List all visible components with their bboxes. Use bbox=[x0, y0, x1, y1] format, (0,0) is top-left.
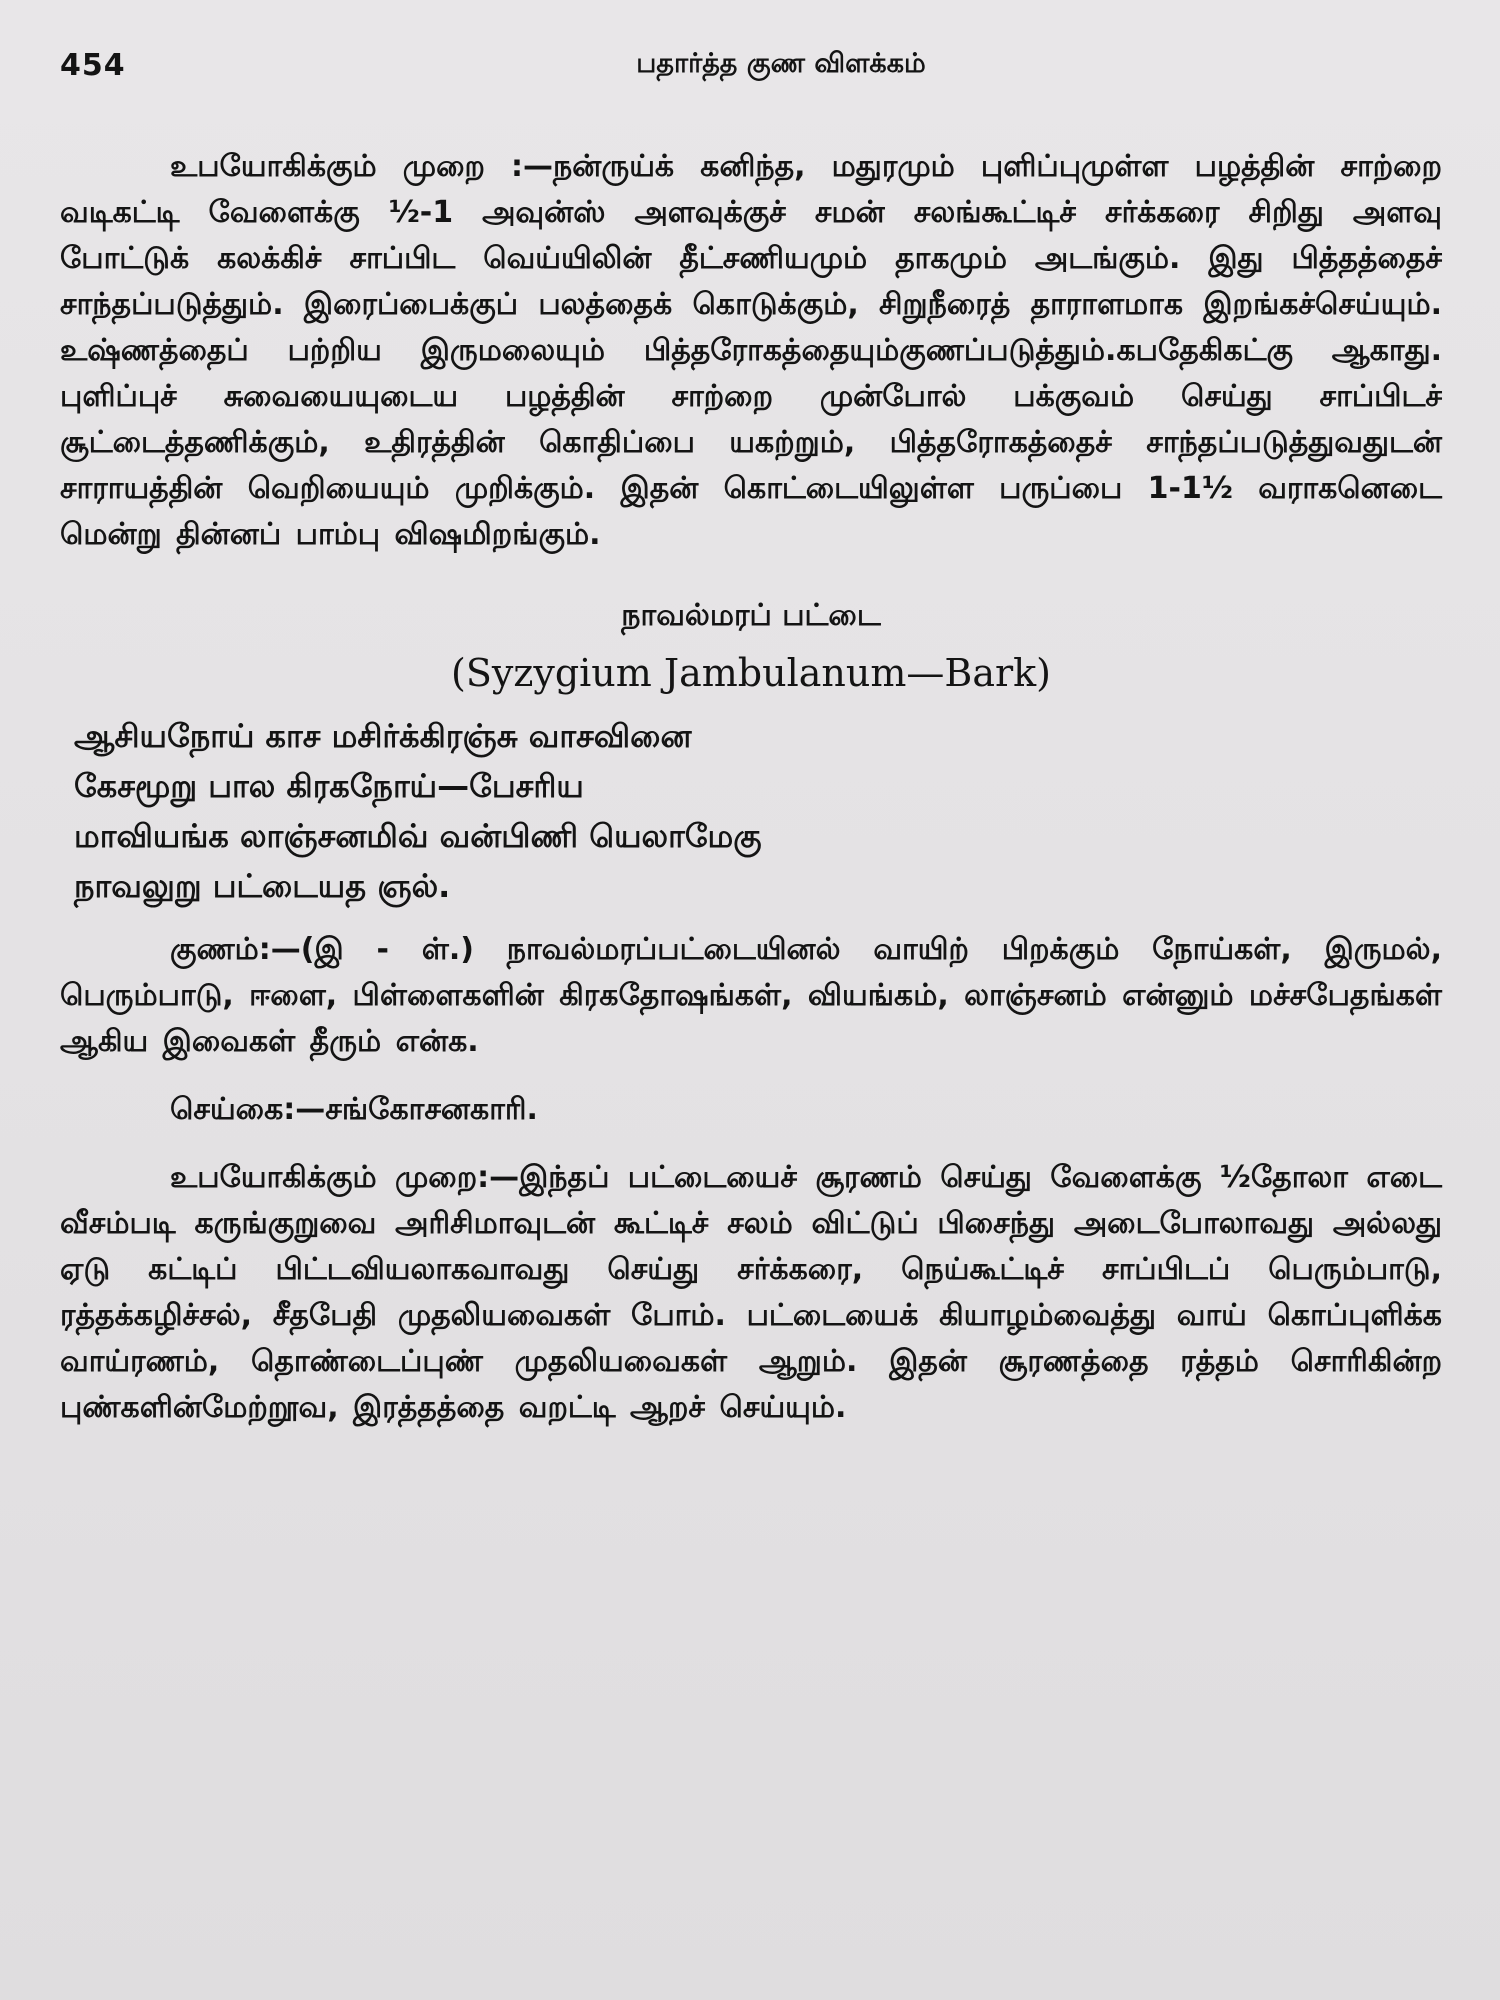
usage-label-1: உபயோகிக்கும் முறை :— bbox=[170, 149, 554, 184]
spacer bbox=[60, 1065, 1442, 1087]
verse-line: மாவியங்க லாஞ்சனமிவ் வன்பிணி யெலாமேகு bbox=[74, 817, 762, 855]
verse-block bbox=[74, 711, 1442, 911]
usage-paragraph-2 bbox=[60, 1155, 1442, 1431]
spacer bbox=[60, 1133, 1442, 1155]
usage-text-1: நன்ருய்க் கனிந்த, மதுரமும் புளிப்புமுள்ள பழத்தின் சாற்றை வடிகட்டி வேளைக்கு ½-1 அவுன்ஸ் அளவுக்குச் சமன் சலங்கூட்டிச் சர்க்கரை சிறிது அளவு போட்டுக் கலக்கிச் சாப்பிட வெய்யிலின் தீட்சணியமும் தாகமும் அடங்கும். இது பித்தத்தைச் சாந்தப்படுத்தும். இரைப்பைக்குப் பலத்தைக் கொடுக்கும், சிறுநீரைத் தாராளமாக இறங்கச்செய்யும். உஷ்ணத்தைப் பற்றிய இருமலையும் பித்தரோகத்தையும்குணப்படுத்தும்.கபதேகிகட்கு ஆகாது. புளிப்புச் சுவையையுடைய பழத்தின் சாற்றை முன்போல் பக்குவம் செய்து சாப்பிடச் சூட்டைத்தணிக்கும், உதிரத்தின் கொதிப்பை யகற்றும், பித்தரோகத்தைச் சாந்தப்படுத்துவதுடன் சாராயத்தின் வெறியையும் முறிக்கும். இதன் கொட்டையிலுள்ள பருப்பை 1-1½ வராகனெடை மென்று தின்னப் பாம்பு விஷமிறங்கும். bbox=[60, 149, 1442, 552]
seykai-paragraph bbox=[60, 1087, 1442, 1133]
gunam-text: (இ - ள்.) நாவல்மரப்பட்டையினல் வாயிற் பிறக்கும் நோய்கள், இருமல், பெரும்பாடு, ஈளை, பிள்ளைகளின் கிரகதோஷங்கள், வியங்கம், லாஞ்சனம் என்னும் மச்சபேதங்கள் ஆகிய இவைகள் தீரும் என்க. bbox=[60, 932, 1442, 1059]
page-header bbox=[60, 48, 1442, 104]
page-number: 454 bbox=[60, 48, 126, 83]
verse-line: ஆசியநோய் காச மசிர்க்கிரஞ்சு வாசவினை bbox=[74, 717, 692, 755]
running-head: பதார்த்த குண விளக்கம் bbox=[636, 48, 926, 79]
gunam-label: குணம்:— bbox=[170, 932, 301, 967]
verse-line: நாவலுறு பட்டையத ஞல். bbox=[74, 867, 451, 905]
usage-label-2: உபயோகிக்கும் முறை:— bbox=[170, 1160, 520, 1195]
seykai-text: சங்கோசனகாரி. bbox=[325, 1092, 538, 1127]
seykai-label: செய்கை:— bbox=[170, 1092, 326, 1127]
section-title: நாவல்மரப் பட்டை bbox=[621, 598, 881, 633]
usage-paragraph-1 bbox=[60, 144, 1442, 558]
usage-text-2: இந்தப் பட்டையைச் சூரணம் செய்து வேளைக்கு ½தோலா எடை வீசம்படி கருங்குறுவை அரிசிமாவுடன் கூட்டிச் சலம் விட்டுப் பிசைந்து அடைபோலாவது அல்லது ஏடு கட்டிப் பிட்டவியலாகவாவது செய்து சர்க்கரை, நெய்கூட்டிச் சாப்பிடப் பெரும்பாடு, ரத்தக்கழிச்சல், சீதபேதி முதலியவைகள் போம். பட்டையைக் கியாழம்வைத்து வாய் கொப்புளிக்க வாய்ரணம், தொண்டைப்புண் முதலியவைகள் ஆறும். இதன் சூரணத்தை ரத்தம் சொரிகின்ற புண்களின்மேற்றூவ, இரத்தத்தை வறட்டி ஆறச் செய்யும். bbox=[60, 1160, 1442, 1425]
botanical-name: (Syzygium Jambulanum—Bark) bbox=[451, 651, 1051, 695]
gunam-paragraph bbox=[60, 927, 1442, 1065]
verse-line: கேசமூறு பால கிரகநோய்—பேசரிய bbox=[74, 767, 584, 805]
